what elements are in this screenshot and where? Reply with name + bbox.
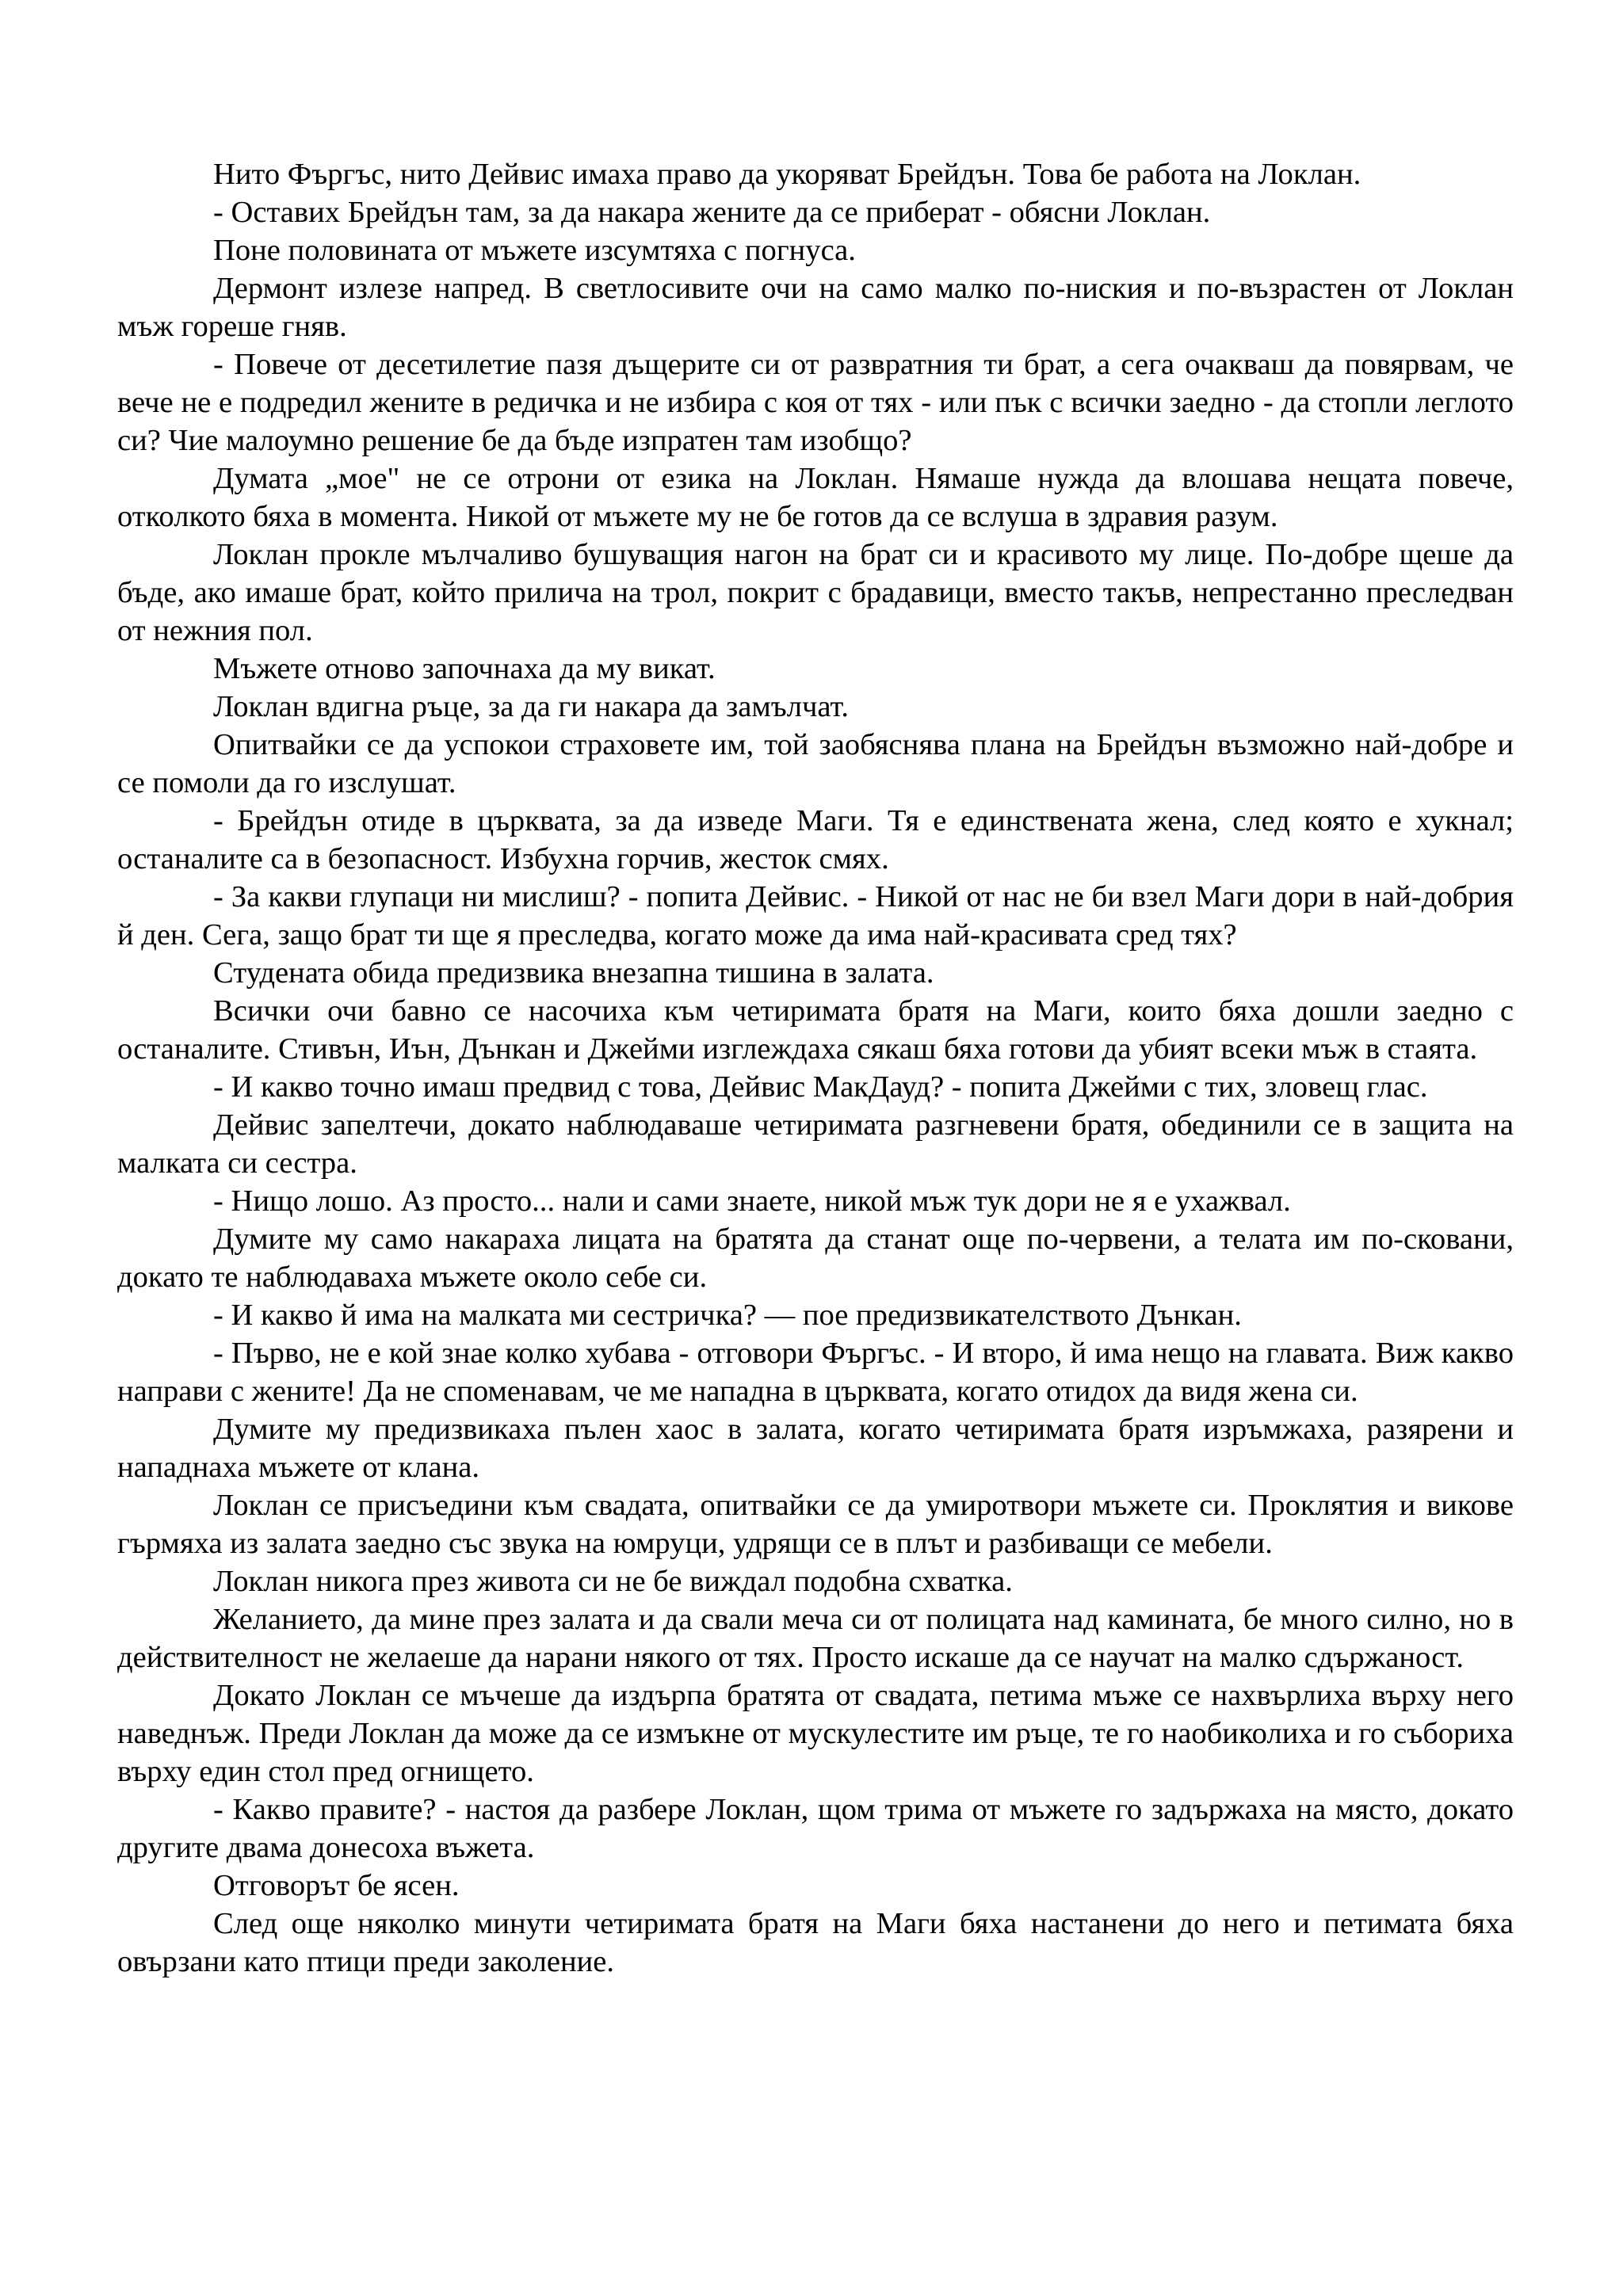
paragraph: - Повече от десетилетие пазя дъщерите си от развратния ти брат, а сега очакваш да повярвам, че вече не е подредил жените в редичка и не избира с коя от тях - или пък с всички заедно - да стопли леглото си? Чие малоумно решение бе да бъде изпратен там изобщо? (117, 348, 1514, 457)
paragraph: Локлан се присъедини към свадата, опитвайки се да умиротвори мъжете си. Проклятия и викове гърмяха из залата заедно със звука на юмруци, удрящи се в плът и разбиващи се мебели. (117, 1489, 1514, 1560)
paragraph: - И какво точно имаш предвид с това, Дейвис МакДауд? - попита Джейми с тих, зловещ глас. (213, 1070, 1428, 1104)
paragraph: Нито Фъргъс, нито Дейвис имаха право да укоряват Брейдън. Това бе работа на Локлан. (213, 158, 1361, 191)
paragraph: - Какво правите? - настоя да разбере Локлан, щом трима от мъжете го задържаха на място, докато другите двама донесоха въжета. (117, 1793, 1514, 1864)
paragraph: Желанието, да мине през залата и да свали меча си от полицата над камината, бе много силно, но в действителност не желаеше да нарани някого от тях. Просто искаше да се научат на малко сдържаност. (117, 1603, 1514, 1674)
paragraph: - Нищо лошо. Аз просто... нали и сами знаете, никой мъж тук дори не я е ухажвал. (213, 1184, 1291, 1218)
paragraph: Дейвис запелтечи, докато наблюдаваше четиримата разгневени братя, обединили се в защита на малката си сестра. (117, 1108, 1514, 1180)
paragraph: - За какви глупаци ни мислиш? - попита Дейвис. - Никой от нас не би взел Маги дори в най-добрия й ден. Сега, защо брат ти ще я преследва, когато може да има най-красивата сред тях? (117, 880, 1514, 952)
paragraph: Поне половината от мъжете изсумтяха с погнуса. (213, 234, 856, 267)
paragraph: Всички очи бавно се насочиха към четиримата братя на Маги, които бяха дошли заедно с останалите. Стивън, Иън, Дънкан и Джейми изглеждаха сякаш бяха готови да убият всеки мъж в стаята. (117, 994, 1514, 1066)
paragraph: Локлан вдигна ръце, за да ги накара да замълчат. (213, 690, 850, 723)
paragraph: Думите му предизвикаха пълен хаос в залата, когато четиримата братя изръмжаха, разярени и нападнаха мъжете от клана. (117, 1413, 1514, 1484)
paragraph: Мъжете отново започнаха да му викат. (213, 652, 716, 685)
paragraph: След още няколко минути четиримата братя на Маги бяха настанени до него и петимата бяха овързани като птици преди заколение. (117, 1907, 1514, 1978)
paragraph: Докато Локлан се мъчеше да издърпа братята от свадата, петима мъже се нахвърлиха върху него наведнъж. Преди Локлан да може да се измъкне от мускулестите им ръце, те го наобиколиха и го събориха върху един стол пред огнището. (117, 1679, 1514, 1788)
paragraph: Локлан прокле мълчаливо бушуващия нагон на брат си и красивото му лице. По-добре щеше да бъде, ако имаше брат, който прилича на трол, покрит с брадавици, вместо такъв, непрестанно преследван от нежния пол. (117, 538, 1514, 647)
paragraph: Думата „мое" не се отрони от езика на Локлан. Нямаше нужда да влошава нещата повече, отколкото бяха в момента. Никой от мъжете му не бе готов да се вслуша в здравия разум. (117, 462, 1514, 533)
paragraph: Локлан никога през живота си не бе виждал подобна схватка. (213, 1565, 1013, 1598)
paragraph: Опитвайки се да успокои страховете им, той заобяснява плана на Брейдън възможно най-добре и се помоли да го изслушат. (117, 728, 1514, 799)
paragraph: Отговорът бе ясен. (213, 1869, 460, 1902)
paragraph: - Брейдън отиде в църквата, за да изведе Маги. Тя е единствената жена, след която е хукнал; останалите са в безопасност. Избухна горчив, жесток смях. (117, 804, 1514, 875)
document-page (117, 155, 1514, 1981)
paragraph: - Първо, не е кой знае колко хубава - отговори Фъргъс. - И второ, й има нещо на главата. Виж какво направи с жените! Да не споменавам, че ме нападна в църквата, когато отидох да видя жена си. (117, 1337, 1514, 1408)
paragraph: - И какво й има на малката ми сестричка? — пое предизвикателството Дънкан. (213, 1299, 1242, 1332)
paragraph: Думите му само накараха лицата на братята да станат още по-червени, а телата им по-сковани, докато те наблюдаваха мъжете около себе си. (117, 1222, 1514, 1294)
paragraph: Дермонт излезе напред. В светлосивите очи на само малко по-ниския и по-възрастен от Локлан мъж гореше гняв. (117, 272, 1514, 343)
paragraph: Студената обида предизвика внезапна тишина в залата. (213, 956, 934, 990)
paragraph: - Оставих Брейдън там, за да накара жените да се приберат - обясни Локлан. (213, 196, 1211, 229)
